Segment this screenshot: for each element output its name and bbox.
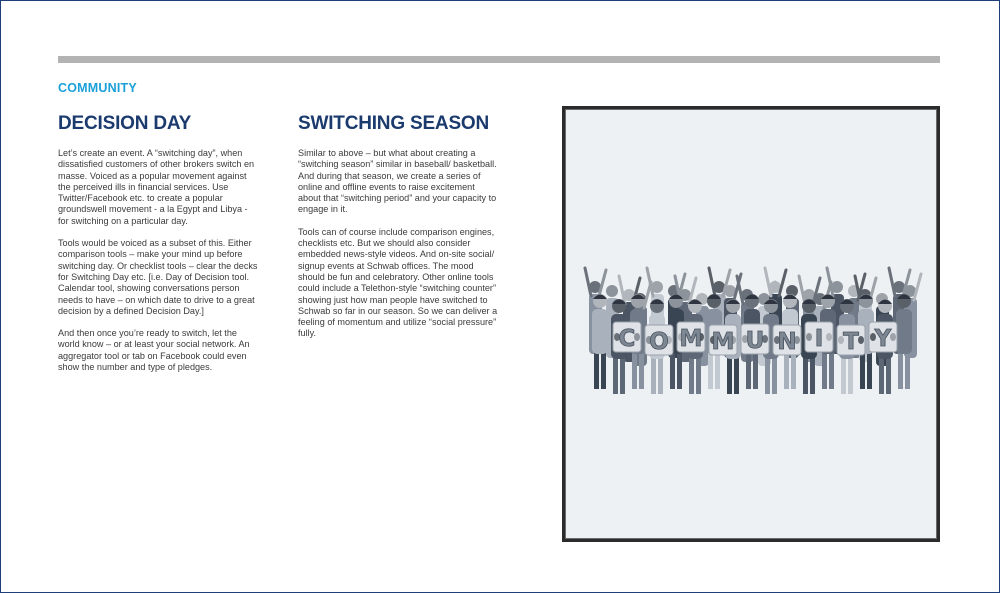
sign-letter: U — [745, 328, 765, 354]
sign-letter: N — [777, 329, 797, 355]
switching-season-paragraph: Similar to above – but what about creating a “switching season” similar in baseball/ basketball. And during that season, we create a series of online and offline events to raise excitement about that “switching period” and your capacity to engage in it. — [298, 148, 497, 215]
community-photo — [562, 106, 940, 542]
decision-day-heading: DECISION DAY — [58, 113, 192, 134]
top-divider — [58, 56, 940, 63]
letter-sign — [837, 325, 865, 355]
decision-day-paragraph: And then once you’re ready to switch, let the world know – or at least your social network. An aggregator tool or tab on Facebook could even show the number and type of pledges. — [58, 328, 250, 373]
letter-sign — [709, 325, 737, 355]
letter-sign — [677, 322, 705, 352]
letter-sign — [773, 325, 801, 355]
letter-sign — [613, 322, 641, 352]
decision-day-paragraph: Tools would be voiced as a subset of this. Either comparison tools – make your mind up before switching day. Or checklist tools – clear the decks for Switching Day etc. [i.e. Day of Decision tool. Calendar tool, showing conversations person needs to have – on which date to drive to a great decision by a defined Decision Day.] — [58, 238, 258, 316]
community-signs — [613, 322, 897, 355]
switching-season-paragraph: Tools can of course include comparison engines, checklists etc. But we should also consider embedded news-style videos. And on-site social/ signup events at Schwab offices. The mood should be fun and celebratory. Other online tools could include a Telethon-style “switching counter” showing just how man people have switched to Schwab so far in our season. So we can deliver a feeling of momentum and utilize “social pressure” fully. — [298, 226, 498, 339]
sign-letter: O — [649, 329, 669, 355]
letter-sign — [741, 324, 769, 354]
decision-day-column — [58, 113, 258, 384]
sign-letter: T — [843, 329, 859, 355]
switching-season-column — [298, 113, 498, 351]
letter-sign — [805, 322, 833, 352]
sign-letter: C — [618, 326, 636, 352]
decision-day-paragraph: Let’s create an event. A “switching day”, when dissatisfied customers of other brokers switch en masse. Voiced as a popular movement against the perceived ills in financial services. Use Twitter/Facebook etc. to create a popular groundswell movement - a la Egypt and Libya - for switching on a particular day. — [58, 148, 255, 226]
section-label: COMMUNITY — [58, 81, 137, 95]
sign-letter: M — [679, 326, 703, 352]
sign-letter: Y — [874, 326, 892, 352]
letter-sign — [869, 322, 897, 352]
sign-letter: M — [711, 329, 735, 355]
crowd-illustration — [565, 109, 943, 545]
switching-season-heading: SWITCHING SEASON — [298, 113, 490, 134]
sign-letter: I — [814, 326, 824, 352]
letter-sign — [645, 325, 673, 355]
